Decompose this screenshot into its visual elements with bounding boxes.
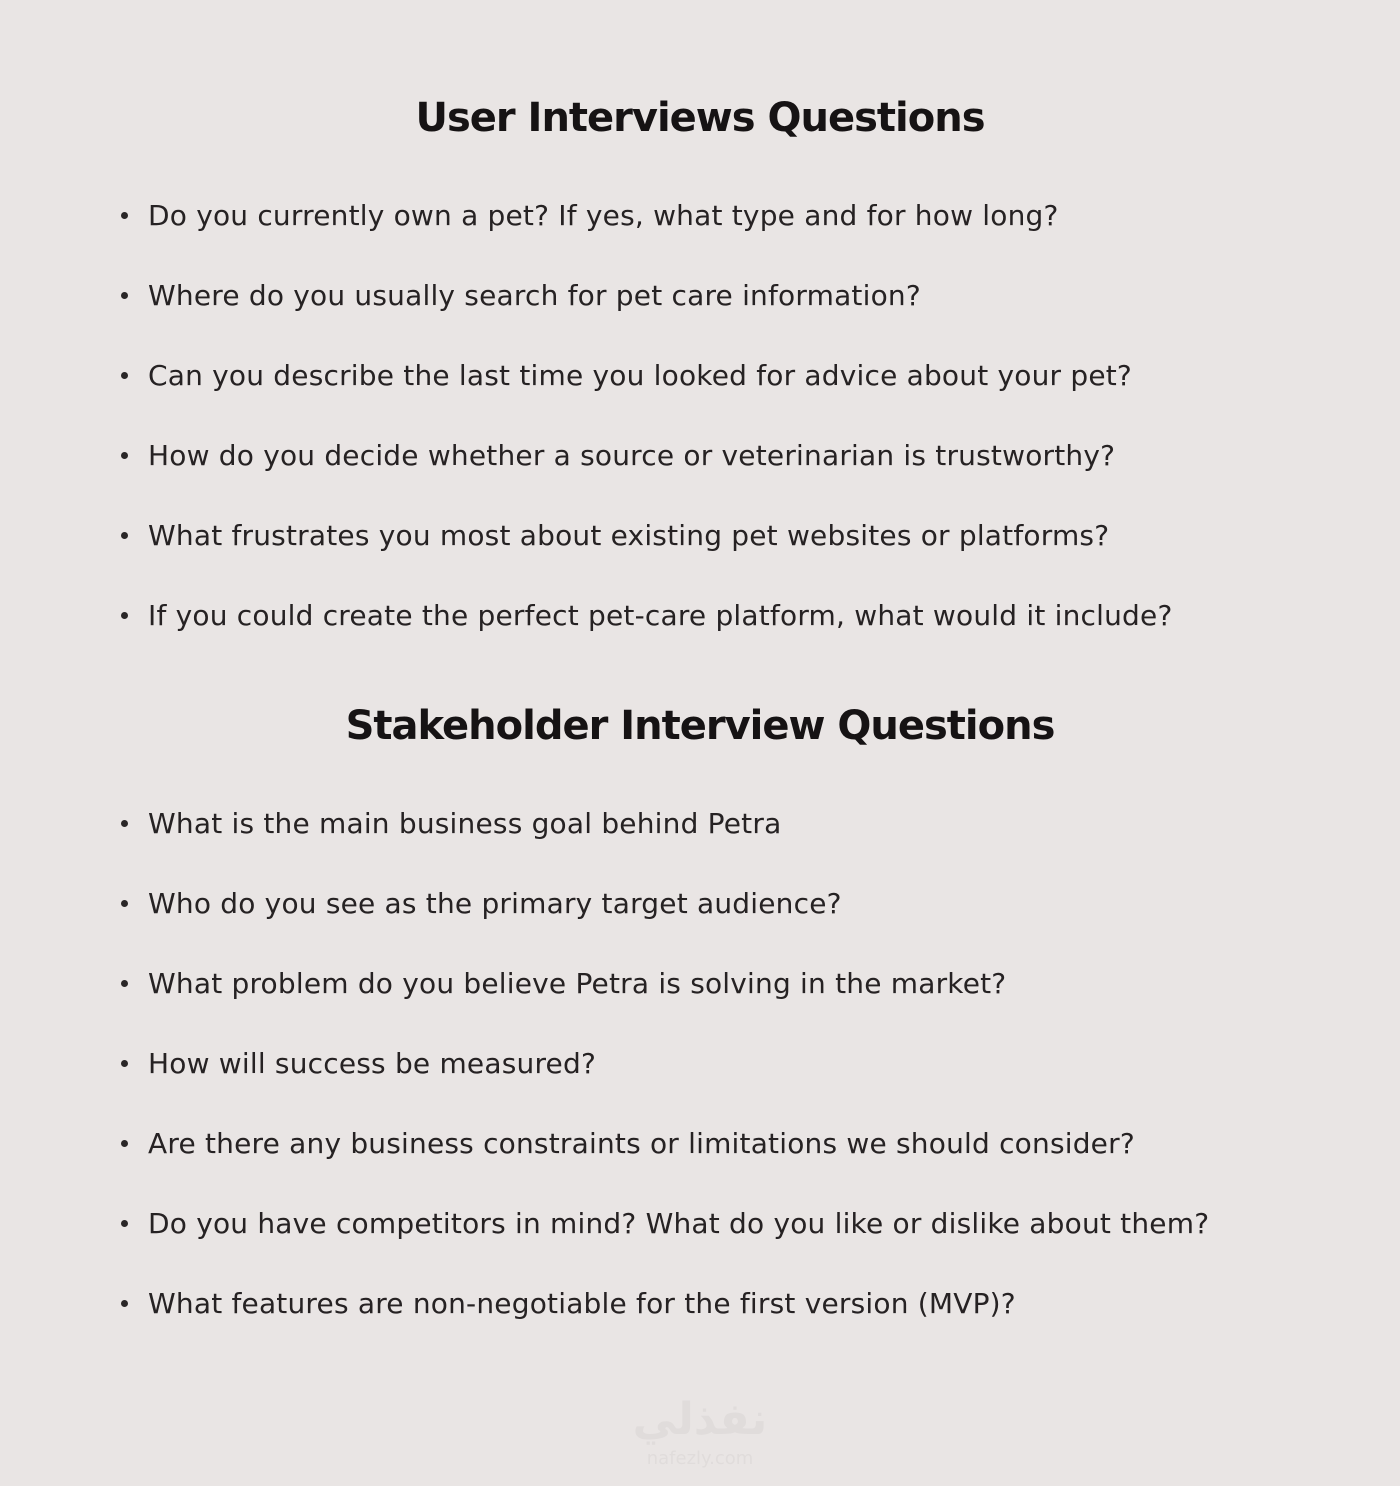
bullet-icon [121, 1060, 128, 1067]
question-text: Who do you see as the primary target audience? [148, 887, 842, 920]
question-text: How will success be measured? [148, 1047, 597, 1080]
user-interviews-title: User Interviews Questions [415, 95, 985, 141]
bullet-icon [121, 1300, 128, 1307]
stakeholder-interview-title: Stakeholder Interview Questions [345, 703, 1055, 749]
bullet-icon [121, 292, 128, 299]
bullet-icon [121, 1140, 128, 1147]
question-text: Do you have competitors in mind? What do you like or dislike about them? [148, 1207, 1210, 1240]
bullet-icon [121, 820, 128, 827]
question-text: Can you describe the last time you looked for advice about your pet? [148, 359, 1132, 392]
question-text: Are there any business constraints or limitations we should consider? [148, 1127, 1135, 1160]
question-text: If you could create the perfect pet-care platform, what would it include? [148, 599, 1173, 632]
watermark-logo [600, 1392, 800, 1470]
question-text: How do you decide whether a source or veterinarian is trustworthy? [148, 439, 1116, 472]
question-text: What features are non-negotiable for the first version (MVP)? [148, 1287, 1016, 1320]
bullet-icon [121, 612, 128, 619]
bullet-icon [121, 900, 128, 907]
bullet-icon [121, 452, 128, 459]
bullet-icon [121, 372, 128, 379]
bullet-icon [121, 532, 128, 539]
question-text: What problem do you believe Petra is solving in the market? [148, 967, 1007, 1000]
watermark-arabic: نفذلي [632, 1394, 768, 1445]
question-text: What frustrates you most about existing pet websites or platforms? [148, 519, 1110, 552]
watermark-latin: nafezly.com [646, 1448, 754, 1469]
bullet-icon [121, 1220, 128, 1227]
bullet-icon [121, 980, 128, 987]
bullet-icon [121, 212, 128, 219]
question-text: What is the main business goal behind Petra [148, 807, 782, 840]
question-text: Do you currently own a pet? If yes, what type and for how long? [148, 199, 1059, 232]
question-text: Where do you usually search for pet care information? [148, 279, 921, 312]
